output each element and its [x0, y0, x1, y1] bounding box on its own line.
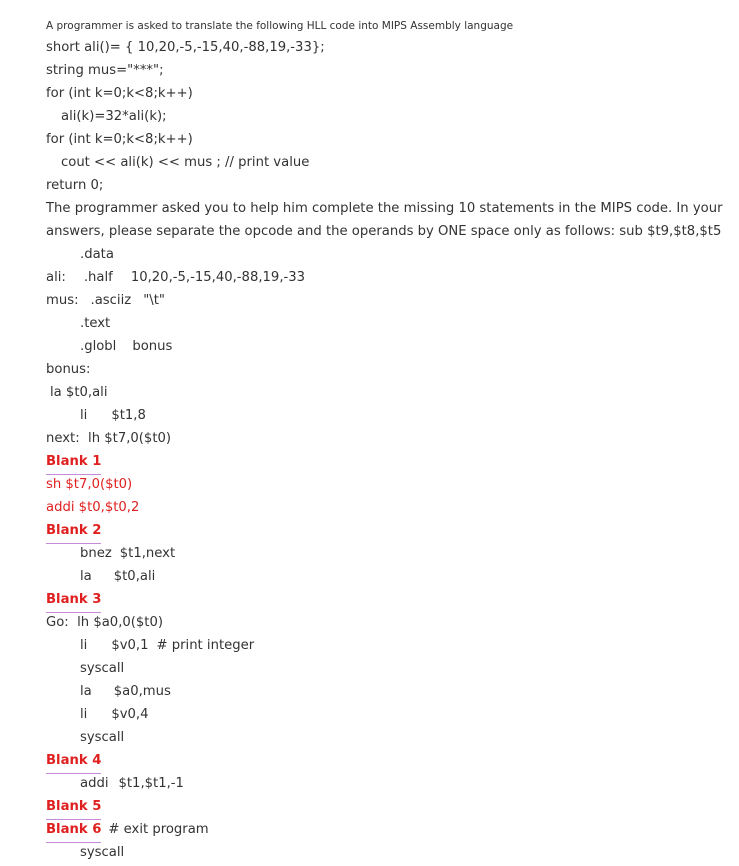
operand: $v0,4: [111, 707, 149, 722]
opcode: li: [80, 707, 88, 722]
blank-3-label: Blank 3: [46, 588, 101, 611]
label: mus:: [46, 293, 79, 308]
asm-line: la $t0,ali: [50, 385, 108, 400]
asm-line: next: lh $t7,0($t0): [46, 431, 172, 446]
asm-line: addi $t0,$t0,2: [46, 500, 140, 515]
opcode: li: [80, 638, 88, 653]
asm-line: [46, 703, 736, 726]
operand: "\t": [143, 293, 165, 308]
operand: 10,20,-5,-15,40,-88,19,-33: [130, 270, 306, 285]
comment: # exit program: [108, 822, 209, 837]
intro-text: A programmer is asked to translate the following HLL code into MIPS Assembly language: [46, 20, 514, 32]
label: ali:: [46, 270, 66, 285]
opcode: la: [80, 684, 92, 699]
asm-line: Go: lh $a0,0($t0): [46, 615, 164, 630]
asm-line: [46, 266, 736, 289]
asm-line: [46, 335, 736, 358]
directive: .data: [80, 247, 114, 262]
operand: $v0,1: [111, 638, 149, 653]
blank-6-label: Blank 6: [46, 818, 101, 841]
opcode: li: [80, 408, 88, 423]
blank-5-label: Blank 5: [46, 795, 101, 818]
blank-2-label: Blank 2: [46, 519, 101, 542]
directive: .half: [83, 270, 113, 285]
asm-line: [46, 795, 736, 818]
opcode: addi: [80, 776, 109, 791]
hll-line: for (int k=0;k<8;k++): [46, 86, 193, 101]
hll-line: ali(k)=32*ali(k);: [61, 109, 167, 124]
directive: .text: [80, 316, 111, 331]
blank-4-label: Blank 4: [46, 749, 101, 772]
blank-1-label: Blank 1: [46, 450, 101, 473]
asm-line: [46, 772, 736, 795]
asm-line: [46, 450, 736, 473]
document: [46, 16, 736, 864]
hll-line: for (int k=0;k<8;k++): [46, 132, 193, 147]
asm-line: [46, 680, 736, 703]
hll-code: [46, 36, 736, 197]
label: bonus:: [46, 362, 91, 377]
asm-line: syscall: [80, 661, 125, 676]
operand: $a0,mus: [113, 684, 171, 699]
asm-line: [46, 749, 736, 772]
hll-line: return 0;: [46, 178, 104, 193]
asm-line: syscall: [80, 730, 125, 745]
asm-line: sh $t7,0($t0): [46, 477, 133, 492]
asm-line: [46, 358, 736, 381]
hll-line: string mus="***";: [46, 63, 164, 78]
asm-line: [46, 588, 736, 611]
instructions-text: The programmer asked you to help him complete the missing 10 statements in the MIPS code. In your answers, please separate the opcode and the operands by ONE space only as follows: sub $t9,$t8,$t5: [46, 201, 723, 239]
asm-line: [46, 404, 736, 427]
hll-line: cout << ali(k) << mus ; // print value: [61, 155, 310, 170]
opcode: bnez: [80, 546, 112, 561]
operand: $t1,8: [111, 408, 146, 423]
directive: .globl: [80, 339, 117, 354]
asm-line: [46, 542, 736, 565]
opcode: la: [80, 569, 92, 584]
mips-code: [46, 243, 736, 864]
asm-line: [46, 565, 736, 588]
asm-line: [46, 312, 736, 335]
asm-line: [46, 243, 736, 266]
operand: $t1,$t1,-1: [118, 776, 184, 791]
asm-line: [46, 818, 736, 841]
asm-line: [46, 289, 736, 312]
asm-line: syscall: [80, 845, 125, 860]
comment: # print integer: [156, 638, 255, 653]
asm-line: [46, 519, 736, 542]
operand: $t0,ali: [113, 569, 156, 584]
hll-line: short ali()= { 10,20,-5,-15,40,-88,19,-33};: [46, 40, 325, 55]
directive: .asciiz: [90, 293, 132, 308]
asm-line: [46, 634, 736, 657]
operand: bonus: [132, 339, 173, 354]
operand: $t1,next: [119, 546, 176, 561]
